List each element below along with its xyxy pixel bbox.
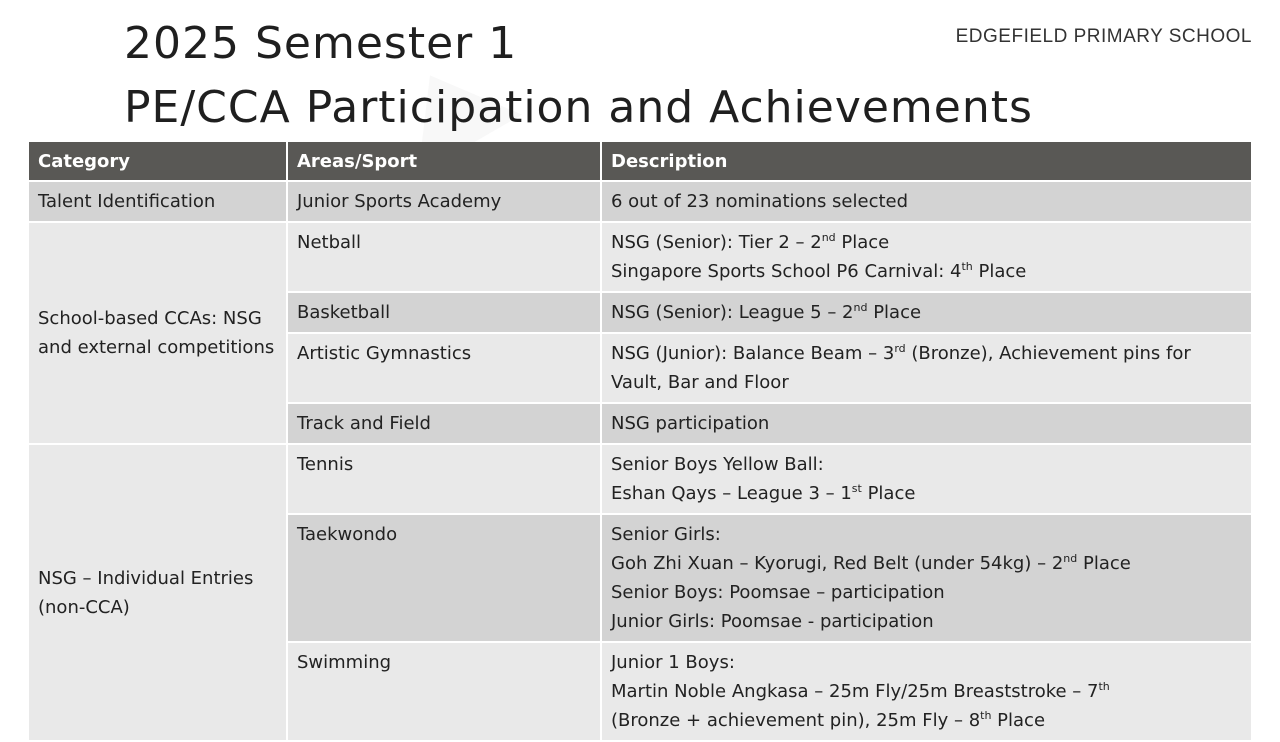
achievements-table — [29, 142, 1251, 742]
area-cell: Artistic Gymnastics — [287, 333, 601, 403]
area-cell: Swimming — [287, 642, 601, 741]
category-cell-talent: Talent Identification — [29, 181, 287, 222]
category-label: School-based CCAs: NSG and external competitions — [38, 308, 275, 358]
table-row-netball — [29, 222, 1251, 292]
description-cell: NSG participation — [601, 403, 1251, 444]
area-cell: Track and Field — [287, 403, 601, 444]
description-cell: 6 out of 23 nominations selected — [601, 181, 1251, 222]
table-row-tennis — [29, 444, 1251, 514]
description-cell — [601, 222, 1251, 292]
description-cell — [601, 333, 1251, 403]
table-header-row — [29, 142, 1251, 181]
area-cell: Netball — [287, 222, 601, 292]
description-line: Eshan Qays – League 3 – 1st Place — [611, 482, 916, 504]
title-line-2: PE/CCA Participation and Achievements — [124, 82, 1033, 133]
table-row-junior-sports-academy — [29, 181, 1251, 222]
description-line: Senior Girls: — [611, 524, 721, 545]
column-header-area: Areas/Sport — [287, 142, 601, 181]
area-cell: Junior Sports Academy — [287, 181, 601, 222]
description-line: (Bronze + achievement pin), 25m Fly – 8th Place — [611, 709, 1046, 731]
page-title — [124, 12, 1033, 140]
description-line: Senior Boys: Poomsae – participation — [611, 582, 945, 603]
area-cell: Basketball — [287, 292, 601, 333]
school-name: EDGEFIELD PRIMARY SCHOOL — [955, 26, 1252, 47]
description-line: NSG (Senior): Tier 2 – 2nd Place — [611, 231, 890, 253]
column-header-category: Category — [29, 142, 287, 181]
category-label: NSG – Individual Entries (non-CCA) — [38, 567, 254, 618]
description-line: Senior Boys Yellow Ball: — [611, 454, 824, 475]
area-cell: Taekwondo — [287, 514, 601, 642]
category-cell-individual — [29, 444, 287, 741]
description-line: Junior Girls: Poomsae - participation — [611, 611, 934, 632]
description-cell — [601, 292, 1251, 333]
description-line: Martin Noble Angkasa – 25m Fly/25m Breaststroke – 7th — [611, 680, 1110, 702]
description-line: Junior 1 Boys: — [611, 652, 735, 673]
column-header-description: Description — [601, 142, 1251, 181]
description-cell — [601, 444, 1251, 514]
description-line: Goh Zhi Xuan – Kyorugi, Red Belt (under 54kg) – 2nd Place — [611, 552, 1131, 574]
area-cell: Tennis — [287, 444, 601, 514]
title-line-1: 2025 Semester 1 — [124, 18, 518, 69]
description-line: Singapore Sports School P6 Carnival: 4th Place — [611, 260, 1027, 282]
description-cell — [601, 514, 1251, 642]
description-line: NSG (Senior): League 5 – 2nd Place — [611, 301, 922, 323]
description-cell — [601, 642, 1251, 741]
description-line: NSG (Junior): Balance Beam – 3rd (Bronze), Achievement pins for Vault, Bar and Floor — [611, 342, 1191, 393]
category-cell-school-ccas — [29, 222, 287, 444]
